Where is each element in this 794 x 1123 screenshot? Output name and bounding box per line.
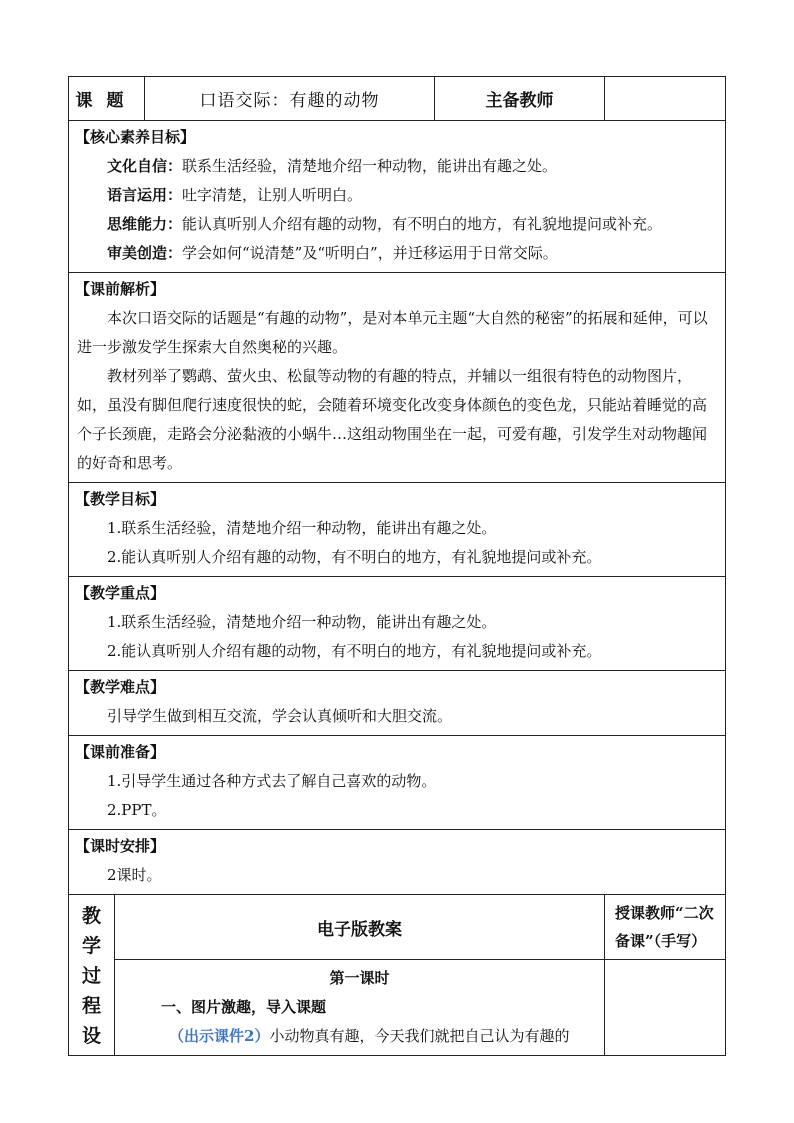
topic-value: 口语交际：有趣的动物	[145, 77, 435, 121]
key-points-section	[69, 577, 726, 671]
section-title: 【核心素养目标】	[75, 128, 196, 146]
schedule-section	[69, 830, 726, 895]
electronic-plan-header: 电子版教案	[115, 895, 605, 960]
lesson-title: 第一课时	[329, 969, 390, 987]
lead-teacher-value	[605, 77, 726, 121]
section-title: 【课时安排】	[75, 837, 166, 855]
section-title: 【课前准备】	[75, 743, 166, 761]
goal-item: 审美创造：学会如何“说清楚”及“听明白”，并迁移运用于日常交际。	[107, 244, 558, 262]
header-row	[69, 77, 726, 121]
lesson-content	[115, 960, 605, 1056]
teaching-goals-section	[69, 483, 726, 577]
list-item: 1.引导学生通过各种方式去了解自己喜欢的动物。	[107, 772, 437, 790]
second-prep-header: 授课教师“二次备课”（手写）	[605, 895, 726, 960]
list-item: 2.能认真听别人介绍有趣的动物，有不明白的地方，有礼貌地提问或补充。	[107, 642, 602, 660]
goal-item: 思维能力：能认真听别人介绍有趣的动物，有不明白的地方，有礼貌地提问或补充。	[107, 215, 663, 233]
step-title: 一、图片激趣，导入课题	[161, 998, 327, 1016]
analysis-section	[69, 273, 726, 483]
lesson-plan-document	[68, 76, 725, 1056]
analysis-paragraph: 本次口语交际的话题是“有趣的动物”，是对本单元主题“大自然的秘密”的拓展和延伸，可以进一步激发学生探索大自然奥秘的兴趣。	[77, 309, 708, 356]
intro-paragraph: （出示课件2）小动物真有趣，今天我们就把自己认为有趣的	[169, 1027, 570, 1045]
handwritten-notes-area	[605, 960, 726, 1056]
list-item: 2.能认真听别人介绍有趣的动物，有不明白的地方，有礼貌地提问或补充。	[107, 548, 602, 566]
schedule-text: 2课时。	[107, 866, 162, 884]
list-item: 2.PPT。	[107, 801, 167, 819]
process-header-row	[69, 895, 726, 960]
lead-teacher-label: 主备教师	[435, 77, 605, 121]
section-title: 【教学难点】	[75, 678, 166, 696]
difficulty-text: 引导学生做到相互交流，学会认真倾听和大胆交流。	[107, 707, 453, 725]
difficulty-section	[69, 671, 726, 736]
courseware-ref: （出示课件2）	[169, 1027, 270, 1045]
section-title: 【教学目标】	[75, 490, 166, 508]
goal-item: 语言运用：吐字清楚，让别人听明白。	[107, 186, 363, 204]
preparation-section	[69, 736, 726, 830]
process-content-row	[69, 960, 726, 1056]
topic-label: 课题	[69, 77, 145, 121]
section-title: 【课前解析】	[75, 280, 166, 298]
analysis-paragraph: 教材列举了鹦鹉、萤火虫、松鼠等动物的有趣的特点，并辅以一组很有特色的动物图片，如，虽没有脚但爬行速度很快的蛇，会随着环境变化改变身体颜色的变色龙，只能站着睡觉的高个子长颈鹿，走路会分泌黏液的小蜗牛…这组动物围坐在一起，可爱有趣，引发学生对动物趣闻的好奇和思考。	[77, 367, 708, 472]
list-item: 1.联系生活经验，清楚地介绍一种动物，能讲出有趣之处。	[107, 613, 497, 631]
core-literacy-section	[69, 121, 726, 273]
list-item: 1.联系生活经验，清楚地介绍一种动物，能讲出有趣之处。	[107, 519, 497, 537]
lesson-plan-table	[68, 76, 726, 1056]
section-title: 【教学重点】	[75, 584, 166, 602]
goal-item: 文化自信：联系生活经验，清楚地介绍一种动物，能讲出有趣之处。	[107, 157, 558, 175]
process-side-label: 教 学 过 程 设	[69, 895, 115, 1056]
